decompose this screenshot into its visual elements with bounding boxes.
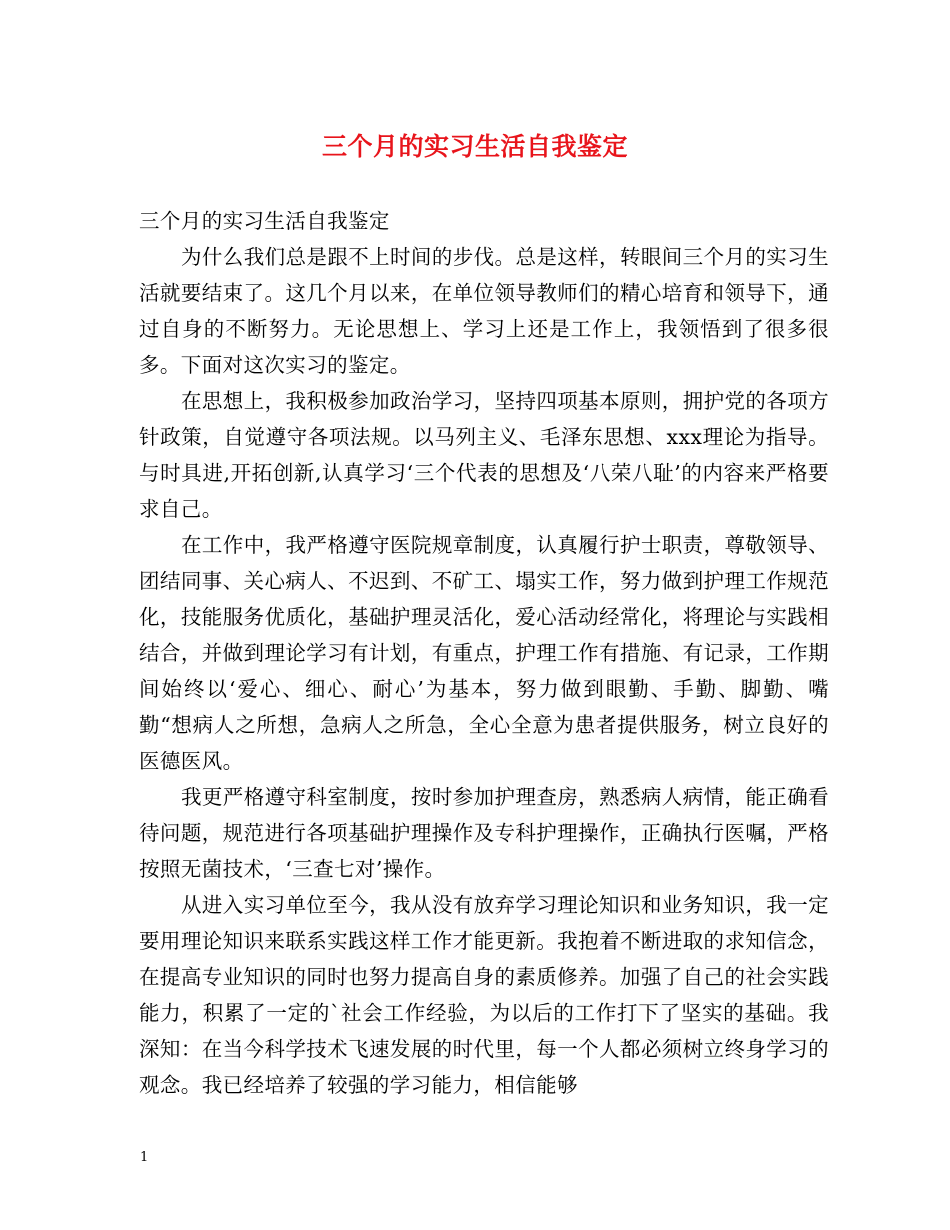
paragraph-work: 在工作中，我严格遵守医院规章制度，认真履行护士职责，尊敬领导、团结同事、关心病人、不迟到、不矿工、塌实工作，努力做到护理工作规范化，技能服务优质化，基础护理灵活化，爱心活动经常化，将理论与实践相结合，并做到理论学习有计划，有重点，护理工作有措施、有记录，工作期间始终以‘爱心、细心、耐心’为基本，努力做到眼勤、手勤、脚勤、嘴勤“想病人之所想，急病人之所急，全心全意为患者提供服务，树立良好的医德医风。 bbox=[139, 533, 829, 773]
paragraph-intro: 为什么我们总是跟不上时间的步伐。总是这样，转眼间三个月的实习生活就要结束了。这几个月以来，在单位领导教师们的精心培育和领导下，通过自身的不断努力。无论思想上、学习上还是工作上，我领悟到了很多很多。下面对这次实习的鉴定。 bbox=[139, 245, 829, 377]
document-subtitle: 三个月的实习生活自我鉴定 bbox=[139, 209, 390, 233]
paragraph-department: 我更严格遵守科室制度，按时参加护理查房，熟悉病人病情，能正确看待问题，规范进行各项基础护理操作及专科护理操作，正确执行医嘱，严格按照无菌技术，‘三查七对’操作。 bbox=[139, 785, 829, 881]
document-title: 三个月的实习生活自我鉴定 bbox=[321, 132, 628, 161]
paragraph-study: 从进入实习单位至今，我从没有放弃学习理论知识和业务知识，我一定要用理论知识来联系实践这样工作才能更新。我抱着不断进取的求知信念，在提高专业知识的同时也努力提高自身的素质修养。加强了自己的社会实践能力，积累了一定的`社会工作经验，为以后的工作打下了坚实的基础。我深知：在当今科学技术飞速发展的时代里，每一个人都必须树立终身学习的观念。我已经培养了较强的学习能力，相信能够 bbox=[139, 893, 829, 1097]
paragraph-thought: 在思想上，我积极参加政治学习，坚持四项基本原则，拥护党的各项方针政策，自觉遵守各项法规。以马列主义、毛泽东思想、xxx理论为指导。与时具进,开拓创新,认真学习‘三个代表的思想及‘八荣八耻’的内容来严格要求自己。 bbox=[139, 389, 829, 521]
page-number: 1 bbox=[140, 1150, 149, 1165]
document-body bbox=[139, 203, 829, 1103]
